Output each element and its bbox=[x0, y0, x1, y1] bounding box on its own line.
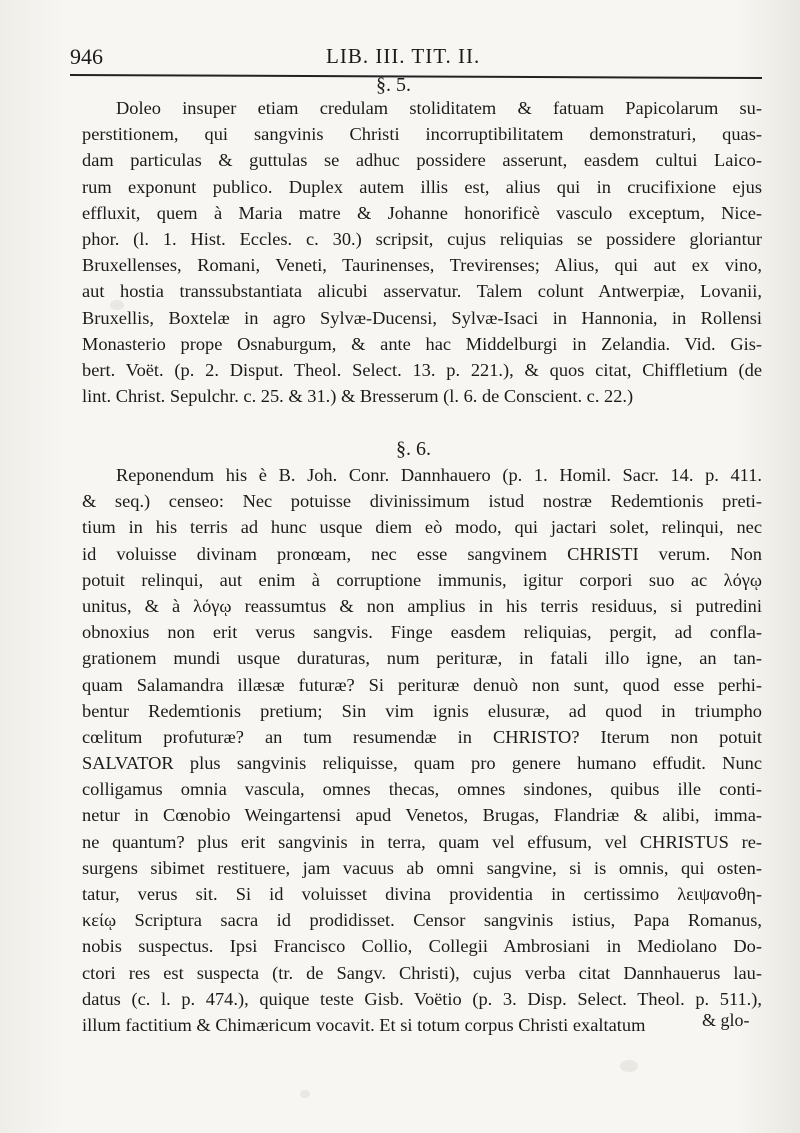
text-line: aut hostia transsubstantiata alicubi asservatur. Talem colunt Antwerpiæ, Lovanii, bbox=[82, 281, 762, 302]
text-line: Doleo insuper etiam credulam stoliditatem & fatuam Papicolarum su- bbox=[116, 98, 762, 118]
text-line: & seq.) censeo: Nec potuisse divinissimum istud nostræ Redemtionis preti- bbox=[82, 491, 762, 512]
text-line: colligamus omnia vascula, omnes thecas, omnes sindones, quibus ille conti- bbox=[82, 779, 762, 800]
text-line: id voluisse divinam pronœam, nec esse sangvinem CHRISTI verum. Non bbox=[82, 543, 762, 564]
text-line: illum factitium & Chimæricum vocavit. Et si totum corpus Christi exaltatum bbox=[82, 1014, 646, 1035]
text-line: nobis suspectus. Ipsi Francisco Collio, Collegii Ambrosiani in Mediolano Do- bbox=[82, 936, 762, 957]
paragraph-5 bbox=[82, 95, 762, 409]
header-rule bbox=[70, 74, 762, 79]
text-line: phor. (l. 1. Hist. Eccles. c. 30.) scripsit, cujus reliquias se possidere gloriantur bbox=[82, 228, 762, 249]
section-mark-6: §. 6. bbox=[396, 438, 431, 460]
text-line: bert. Voët. (p. 2. Disput. Theol. Select. 13. p. 221.), & quos citat, Chiffletium (de bbox=[82, 359, 762, 380]
paragraph-6 bbox=[82, 462, 762, 1038]
text-line: perstitionem, qui sangvinis Christi incorruptibilitatem demonstraturi, quas- bbox=[82, 124, 762, 145]
text-line: ne quantum? plus erit sangvinis in terra, quam vel effusum, vel CHRISTUS re- bbox=[82, 831, 762, 852]
page-header bbox=[70, 44, 770, 74]
running-head: LIB. III. TIT. II. bbox=[326, 44, 481, 68]
text-line: datus (c. l. p. 474.), quique teste Gisb. Voëtio (p. 3. Disp. Select. Theol. p. 511.), bbox=[82, 988, 762, 1009]
text-line: quam Salamandra illæsæ futuræ? Si perituræ denuò non sunt, quod esse perhi- bbox=[82, 674, 762, 695]
text-line: netur in Cœnobio Weingartensi apud Venetos, Brugas, Flandriæ & alibi, imma- bbox=[82, 805, 762, 826]
text-line: Bruxellenses, Romani, Veneti, Taurinenses, Trevirenses; Alius, qui aut ex vino, bbox=[82, 255, 762, 276]
text-line: rum exponunt publico. Duplex autem illis est, alius qui in crucifixione ejus bbox=[82, 176, 762, 197]
text-line: bentur Redemtionis pretium; Sin vim ignis elusuræ, ad quod in triumpho bbox=[82, 700, 762, 721]
text-line: Reponendum his è B. Joh. Conr. Dannhauero (p. 1. Homil. Sacr. 14. p. 411. bbox=[116, 465, 762, 485]
text-line: cœlitum profuturæ? an tum resumendæ in CHRISTO? Iterum non potuit bbox=[82, 726, 762, 747]
text-line: potuit relinqui, aut enim à corruptione immunis, igitur corpori suo ac λόγῳ bbox=[82, 569, 762, 590]
paper-stain bbox=[620, 1060, 638, 1072]
text-line: Monasterio prope Osnaburgum, & ante hac Middelburgi in Zelandia. Vid. Gis- bbox=[82, 333, 762, 354]
catchword: & glo- bbox=[702, 1010, 750, 1030]
section-mark-5: §. 5. bbox=[376, 74, 411, 96]
text-line: obnoxius non erit verus sangvis. Finge easdem reliquias, pergit, ad confla- bbox=[82, 622, 762, 643]
text-line: κείῳ Scriptura sacra id prodidisset. Censor sangvinis istius, Papa Romanus, bbox=[82, 910, 762, 931]
text-line: ctori res est suspecta (tr. de Sangv. Christi), cujus verba citat Dannhauerus lau- bbox=[82, 962, 762, 983]
text-line: surgens sibimet restituere, jam vacuus ab omni sangvine, si is omnis, qui osten- bbox=[82, 857, 762, 878]
text-line: effluxit, quem à Maria matre & Johanne honorificè vasculo exceptum, Nice- bbox=[82, 202, 762, 223]
text-line: Bruxellis, Boxtelæ in agro Sylvæ-Ducensi, Sylvæ-Isaci in Hannonia, in Rollensi bbox=[82, 307, 762, 328]
text-line: tium in his terris ad hunc usque diem eò modo, qui jactari solet, relinqui, nec bbox=[82, 517, 762, 538]
text-line: dam particulas & guttulas se adhuc possidere asserunt, easdem cultui Laico- bbox=[82, 150, 762, 171]
text-line: lint. Christ. Sepulchr. c. 25. & 31.) & Bresserum (l. 6. de Conscient. c. 22.) bbox=[82, 386, 634, 407]
text-line: tatur, verus sit. Si id voluisset divina providentia in certissimo λειψανοθη- bbox=[82, 884, 762, 904]
paper-stain bbox=[300, 1090, 310, 1098]
text-line: unitus, & à λόγῳ reassumtus & non amplius in his terris residuus, si putredini bbox=[82, 595, 762, 616]
page-number: 946 bbox=[70, 44, 103, 69]
text-line: grationem mundi usque duraturas, num perituræ, in fatali illo igne, an tan- bbox=[82, 648, 762, 669]
text-line: SALVATOR plus sangvinis reliquisse, quam pro genere humano effudit. Nunc bbox=[82, 753, 762, 774]
